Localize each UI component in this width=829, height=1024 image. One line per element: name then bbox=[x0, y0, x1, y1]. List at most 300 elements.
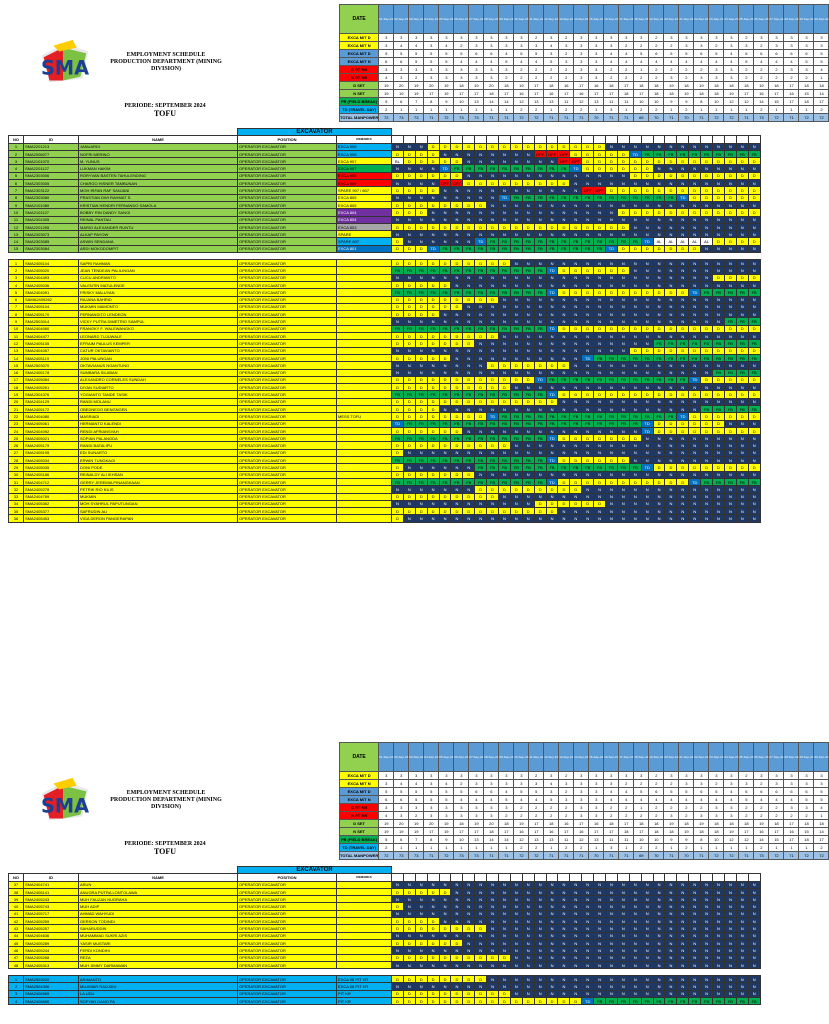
shift-cell: N bbox=[582, 896, 594, 903]
shift-cell: N bbox=[617, 347, 629, 354]
employee-id: SMA2101127 bbox=[24, 209, 79, 216]
shift-cell: N bbox=[499, 158, 511, 165]
shift-cell: FB bbox=[522, 457, 534, 464]
summary-value: 4 bbox=[754, 58, 769, 66]
shift-cell: N bbox=[510, 274, 522, 281]
shift-cell: N bbox=[510, 896, 522, 903]
summary-value: 20 bbox=[484, 820, 499, 828]
shift-cell: N bbox=[665, 281, 677, 288]
shift-cell: N bbox=[689, 471, 701, 478]
shift-cell: FB bbox=[701, 289, 713, 296]
shift-cell: D bbox=[594, 143, 606, 150]
shift-cell: N bbox=[487, 896, 499, 903]
shift-cell: N bbox=[629, 311, 641, 318]
shift-cell: N bbox=[689, 180, 701, 187]
summary-value: 18 bbox=[709, 820, 724, 828]
shift-cell: N bbox=[653, 954, 665, 961]
summary-date: 08-Sep-24 bbox=[484, 5, 499, 34]
summary-value: 2 bbox=[544, 804, 559, 812]
shift-cell: N bbox=[594, 486, 606, 493]
summary-value: 5 bbox=[799, 796, 814, 804]
shift-cell: N bbox=[677, 449, 689, 456]
shift-cell: N bbox=[475, 340, 487, 347]
summary-value: 4 bbox=[814, 66, 829, 74]
shift-cell: N bbox=[415, 347, 427, 354]
shift-cell: D bbox=[475, 260, 487, 267]
summary-value: 17 bbox=[619, 82, 634, 90]
shift-cell: FB bbox=[701, 354, 713, 361]
shift-cell: N bbox=[606, 303, 618, 310]
shift-cell: N bbox=[546, 158, 558, 165]
summary-value: 3 bbox=[574, 780, 589, 788]
shift-cell: N bbox=[701, 508, 713, 515]
shift-cell: N bbox=[558, 231, 570, 238]
shift-cell: D bbox=[558, 289, 570, 296]
employee-remarks: EXCA 803 bbox=[337, 223, 392, 230]
summary-value: 71 bbox=[604, 852, 619, 860]
shift-cell: N bbox=[701, 296, 713, 303]
shift-cell: N bbox=[606, 903, 618, 910]
shift-cell: N bbox=[653, 961, 665, 968]
shift-cell: D bbox=[701, 194, 713, 201]
shift-cell: D bbox=[415, 888, 427, 895]
shift-cell: N bbox=[570, 216, 582, 223]
employee-row bbox=[9, 398, 761, 405]
shift-cell: D bbox=[629, 347, 641, 354]
col-name: NAME bbox=[79, 136, 238, 143]
shift-cell: D bbox=[427, 493, 439, 500]
shift-cell: D bbox=[510, 180, 522, 187]
shift-cell: N bbox=[594, 231, 606, 238]
shift-cell: N bbox=[629, 318, 641, 325]
shift-cell: N bbox=[487, 274, 499, 281]
employee-name: LUKMAN HAKIM bbox=[79, 165, 238, 172]
shift-cell: N bbox=[653, 362, 665, 369]
summary-value: 71 bbox=[544, 852, 559, 860]
employee-row bbox=[9, 281, 761, 288]
shift-cell: D bbox=[463, 376, 475, 383]
shift-cell: N bbox=[463, 347, 475, 354]
shift-cell: N bbox=[606, 925, 618, 932]
shift-cell: N bbox=[677, 296, 689, 303]
shift-cell: D bbox=[677, 289, 689, 296]
summary-value: 4 bbox=[439, 780, 454, 788]
employee-name: CHARGO HISNER TAMBUNAN bbox=[79, 180, 238, 187]
summary-value: 73 bbox=[454, 114, 469, 122]
shift-cell: N bbox=[724, 260, 736, 267]
summary-value: 2 bbox=[754, 844, 769, 852]
shift-cell: N bbox=[451, 187, 463, 194]
shift-cell: D bbox=[475, 296, 487, 303]
shift-cell: FB bbox=[510, 289, 522, 296]
summary-date: 26-Sep-24 bbox=[754, 5, 769, 34]
employee-remarks bbox=[337, 961, 392, 968]
shift-cell: N bbox=[392, 961, 404, 968]
summary-value: 70 bbox=[679, 114, 694, 122]
summary-value: 16 bbox=[574, 828, 589, 836]
shift-cell: N bbox=[499, 340, 511, 347]
shift-cell: D bbox=[724, 347, 736, 354]
shift-cell: D bbox=[487, 493, 499, 500]
summary-value: 70 bbox=[589, 114, 604, 122]
summary-value: 18 bbox=[604, 82, 619, 90]
shift-cell: N bbox=[463, 983, 475, 990]
shift-cell: FB bbox=[713, 369, 725, 376]
shift-cell: N bbox=[724, 925, 736, 932]
shift-cell: D bbox=[736, 172, 748, 179]
shift-cell: N bbox=[487, 888, 499, 895]
shift-cell: N bbox=[463, 896, 475, 903]
shift-cell: D bbox=[641, 391, 653, 398]
row-no: 10 bbox=[9, 325, 24, 332]
employee-remarks bbox=[337, 515, 392, 522]
shift-cell: N bbox=[736, 245, 748, 252]
shift-cell: FB bbox=[475, 435, 487, 442]
shift-cell: FB bbox=[582, 413, 594, 420]
employee-position: OPERATOR EXCAVATOR bbox=[238, 508, 337, 515]
shift-cell: N bbox=[510, 347, 522, 354]
shift-cell: FB bbox=[403, 420, 415, 427]
employee-row bbox=[9, 340, 761, 347]
shift-cell: N bbox=[617, 961, 629, 968]
shift-cell: N bbox=[677, 216, 689, 223]
shift-cell: D bbox=[606, 478, 618, 485]
shift-cell: FB bbox=[724, 354, 736, 361]
shift-cell: N bbox=[439, 947, 451, 954]
summary-value: 1 bbox=[439, 106, 454, 114]
employee-row bbox=[9, 405, 761, 412]
shift-cell: N bbox=[415, 515, 427, 522]
shift-cell: D bbox=[570, 478, 582, 485]
shift-cell: N bbox=[724, 961, 736, 968]
shift-cell: OFF bbox=[595, 188, 604, 194]
summary-value: 4 bbox=[604, 788, 619, 796]
row-no: 12 bbox=[9, 340, 24, 347]
shift-cell: N bbox=[736, 903, 748, 910]
summary-value: 18 bbox=[484, 90, 499, 98]
summary-value: 1 bbox=[499, 106, 514, 114]
row-no: 35 bbox=[9, 508, 24, 515]
summary-value: 2 bbox=[679, 812, 694, 820]
shift-cell: N bbox=[713, 435, 725, 442]
shift-cell: N bbox=[499, 939, 511, 946]
col-day bbox=[475, 136, 487, 143]
employee-row bbox=[9, 478, 761, 485]
shift-cell: N bbox=[546, 187, 558, 194]
shift-cell: N bbox=[570, 910, 582, 917]
shift-cell: N bbox=[499, 318, 511, 325]
shift-cell: D bbox=[475, 333, 487, 340]
shift-cell: N bbox=[713, 384, 725, 391]
shift-cell: N bbox=[713, 318, 725, 325]
summary-value: 73 bbox=[469, 852, 484, 860]
shift-cell: N bbox=[451, 896, 463, 903]
summary-date: 30-Sep-24 bbox=[814, 743, 829, 772]
shift-cell: N bbox=[451, 983, 463, 990]
summary-value: 17 bbox=[784, 836, 799, 844]
summary-value: 3 bbox=[439, 34, 454, 42]
summary-value: 3 bbox=[499, 772, 514, 780]
shift-cell: FB bbox=[748, 150, 760, 157]
summary-value: 6 bbox=[379, 58, 394, 66]
shift-cell: N bbox=[677, 486, 689, 493]
employee-row bbox=[9, 245, 761, 252]
summary-date: 01-Sep-24 bbox=[379, 5, 394, 34]
summary-value: 17 bbox=[499, 90, 514, 98]
shift-cell: FB bbox=[736, 318, 748, 325]
shift-cell: N bbox=[641, 990, 653, 997]
shift-cell: D bbox=[392, 303, 404, 310]
summary-value: 3 bbox=[814, 42, 829, 50]
summary-value: 3 bbox=[814, 34, 829, 42]
shift-cell: N bbox=[629, 143, 641, 150]
shift-cell: N bbox=[641, 311, 653, 318]
shift-cell: N bbox=[677, 231, 689, 238]
shift-cell: N bbox=[748, 925, 760, 932]
shift-cell: N bbox=[487, 925, 499, 932]
summary-value: 2 bbox=[634, 844, 649, 852]
employee-row bbox=[9, 223, 761, 230]
shift-cell: N bbox=[629, 216, 641, 223]
shift-cell: N bbox=[582, 231, 594, 238]
shift-cell: N bbox=[534, 471, 546, 478]
shift-cell: N bbox=[582, 296, 594, 303]
shift-cell: FB bbox=[415, 267, 427, 274]
shift-cell: N bbox=[629, 918, 641, 925]
shift-cell: N bbox=[594, 910, 606, 917]
shift-cell: N bbox=[510, 281, 522, 288]
employee-remarks bbox=[337, 442, 392, 449]
shift-cell: N bbox=[522, 296, 534, 303]
shift-cell: N bbox=[653, 398, 665, 405]
shift-cell: N bbox=[748, 983, 760, 990]
shift-cell: N bbox=[629, 925, 641, 932]
shift-cell: N bbox=[582, 384, 594, 391]
shift-cell: N bbox=[546, 427, 558, 434]
shift-cell: D bbox=[403, 493, 415, 500]
shift-cell: N bbox=[629, 449, 641, 456]
shift-cell: D bbox=[617, 165, 629, 172]
shift-cell: D bbox=[582, 478, 594, 485]
shift-cell: N bbox=[546, 311, 558, 318]
shift-cell: N bbox=[606, 500, 618, 507]
summary-value: 13 bbox=[589, 98, 604, 106]
row-no: 9 bbox=[9, 318, 24, 325]
summary-value: 72 bbox=[514, 114, 529, 122]
row-no: 40 bbox=[9, 903, 24, 910]
summary-value: 5 bbox=[664, 50, 679, 58]
employee-id: SMA2304305 bbox=[24, 216, 79, 223]
shift-cell: N bbox=[487, 216, 499, 223]
shift-cell: N bbox=[392, 165, 404, 172]
employee-remarks bbox=[337, 932, 392, 939]
employee-id: SAMA2405262 bbox=[24, 296, 79, 303]
summary-value: 3 bbox=[379, 772, 394, 780]
summary-value: 17 bbox=[784, 820, 799, 828]
summary-value: 4 bbox=[649, 796, 664, 804]
shift-cell: N bbox=[487, 471, 499, 478]
summary-value: 2 bbox=[619, 42, 634, 50]
shift-cell: N bbox=[677, 398, 689, 405]
summary-value: 16 bbox=[784, 90, 799, 98]
shift-cell: N bbox=[724, 442, 736, 449]
shift-cell: N bbox=[451, 354, 463, 361]
employee-id: SMA2404477 bbox=[24, 333, 79, 340]
shift-cell: OFF bbox=[583, 188, 592, 194]
shift-cell: N bbox=[629, 471, 641, 478]
summary-value: 70 bbox=[649, 852, 664, 860]
shift-cell: N bbox=[665, 384, 677, 391]
shift-cell: FB bbox=[713, 150, 725, 157]
summary-value: 3 bbox=[604, 844, 619, 852]
shift-cell: N bbox=[713, 976, 725, 983]
shift-cell: N bbox=[427, 464, 439, 471]
summary-value: 12 bbox=[739, 836, 754, 844]
shift-cell: N bbox=[677, 888, 689, 895]
shift-cell: D bbox=[736, 325, 748, 332]
shift-cell: FB bbox=[475, 464, 487, 471]
shift-cell: N bbox=[487, 158, 499, 165]
employee-id: SMA2303084 bbox=[24, 245, 79, 252]
employee-id: SMA2404129 bbox=[24, 398, 79, 405]
shift-cell: N bbox=[558, 910, 570, 917]
summary-value: 71 bbox=[424, 114, 439, 122]
shift-cell: D bbox=[439, 172, 451, 179]
employee-position: OPERATOR EXCAVATOR bbox=[238, 925, 337, 932]
shift-cell: D bbox=[439, 384, 451, 391]
summary-value: 10 bbox=[454, 836, 469, 844]
shift-cell: N bbox=[606, 318, 618, 325]
summary-value: 18 bbox=[799, 98, 814, 106]
summary-value: 3 bbox=[634, 772, 649, 780]
shift-cell: D bbox=[403, 384, 415, 391]
summary-value: 3 bbox=[574, 58, 589, 66]
employee-row bbox=[9, 961, 761, 968]
shift-cell: D bbox=[451, 384, 463, 391]
shift-cell: N bbox=[689, 216, 701, 223]
summary-value: 19 bbox=[379, 82, 394, 90]
shift-cell: N bbox=[439, 486, 451, 493]
summary-value: 71 bbox=[619, 852, 634, 860]
summary-value: 2 bbox=[454, 780, 469, 788]
shift-cell: FB bbox=[487, 478, 499, 485]
shift-cell: N bbox=[475, 231, 487, 238]
summary-value: 2 bbox=[709, 42, 724, 50]
shift-cell: N bbox=[499, 918, 511, 925]
shift-cell: FB bbox=[570, 420, 582, 427]
shift-cell: OFF bbox=[559, 158, 568, 164]
summary-value: 4 bbox=[529, 796, 544, 804]
employee-remarks bbox=[337, 918, 392, 925]
shift-cell: N bbox=[736, 231, 748, 238]
summary-label: EXCA M/T N bbox=[340, 58, 379, 66]
shift-cell: FB bbox=[439, 325, 451, 332]
section-title: EXCAVATOR bbox=[238, 129, 392, 136]
summary-value: 5 bbox=[529, 50, 544, 58]
shift-cell: N bbox=[392, 231, 404, 238]
shift-cell: FB bbox=[510, 238, 522, 245]
shift-cell: D bbox=[427, 939, 439, 946]
shift-cell: N bbox=[594, 881, 606, 888]
summary-value: 2 bbox=[739, 66, 754, 74]
summary-value: 18 bbox=[499, 820, 514, 828]
shift-cell: N bbox=[451, 932, 463, 939]
employee-id: SMA2201213 bbox=[24, 143, 79, 150]
shift-cell: FB bbox=[606, 420, 618, 427]
shift-cell: D bbox=[415, 918, 427, 925]
shift-cell: D bbox=[594, 150, 606, 157]
shift-cell: D bbox=[427, 303, 439, 310]
shift-cell: D bbox=[665, 420, 677, 427]
shift-cell: D bbox=[499, 260, 511, 267]
shift-cell: D bbox=[392, 990, 404, 997]
shift-cell: N bbox=[748, 457, 760, 464]
summary-value: 5 bbox=[409, 788, 424, 796]
shift-cell: D bbox=[392, 223, 404, 230]
employee-id: SMA2404636 bbox=[24, 932, 79, 939]
summary-value: 19 bbox=[394, 828, 409, 836]
employee-row bbox=[9, 471, 761, 478]
summary-value: 3 bbox=[454, 66, 469, 74]
col-day bbox=[653, 874, 665, 881]
shift-cell: N bbox=[558, 881, 570, 888]
shift-cell: OFF bbox=[441, 180, 449, 186]
employee-name: LA UDU bbox=[79, 990, 238, 997]
summary-value: 3 bbox=[469, 74, 484, 82]
shift-cell: N bbox=[606, 918, 618, 925]
row-no: 9 bbox=[9, 201, 24, 208]
shift-cell: N bbox=[582, 362, 594, 369]
employee-row bbox=[9, 296, 761, 303]
shift-cell: D bbox=[736, 427, 748, 434]
summary-value: 3 bbox=[784, 772, 799, 780]
shift-cell: N bbox=[558, 427, 570, 434]
employee-position: OPERATOR EXCAVATOR bbox=[238, 289, 337, 296]
shift-cell: N bbox=[510, 150, 522, 157]
shift-cell: N bbox=[534, 990, 546, 997]
shift-cell: N bbox=[724, 165, 736, 172]
shift-cell: FB bbox=[534, 194, 546, 201]
summary-date: 11-Sep-24 bbox=[529, 5, 544, 34]
shift-cell: N bbox=[475, 354, 487, 361]
shift-cell: D bbox=[392, 413, 404, 420]
summary-value: 70 bbox=[679, 852, 694, 860]
shift-cell: FB bbox=[522, 464, 534, 471]
employee-row bbox=[9, 289, 761, 296]
shift-cell: D bbox=[617, 158, 629, 165]
shift-cell: N bbox=[582, 508, 594, 515]
shift-cell: D bbox=[392, 238, 404, 245]
shift-cell: N bbox=[427, 896, 439, 903]
summary-value: 3 bbox=[664, 812, 679, 820]
summary-value: 13 bbox=[544, 836, 559, 844]
shift-cell: N bbox=[534, 918, 546, 925]
summary-value: 2 bbox=[754, 780, 769, 788]
summary-value: 2 bbox=[619, 804, 634, 812]
summary-value: 13 bbox=[469, 836, 484, 844]
shift-cell: N bbox=[701, 245, 713, 252]
shift-cell: D bbox=[582, 289, 594, 296]
shift-cell: N bbox=[677, 954, 689, 961]
summary-value: 72 bbox=[529, 852, 544, 860]
shift-cell: N bbox=[641, 274, 653, 281]
shift-cell: D bbox=[570, 391, 582, 398]
employee-name: JEAN TENDEAN PALILINGAN bbox=[79, 267, 238, 274]
shift-cell: D bbox=[403, 281, 415, 288]
shift-cell: FB bbox=[510, 420, 522, 427]
shift-cell: N bbox=[617, 398, 629, 405]
shift-cell: D bbox=[392, 954, 404, 961]
